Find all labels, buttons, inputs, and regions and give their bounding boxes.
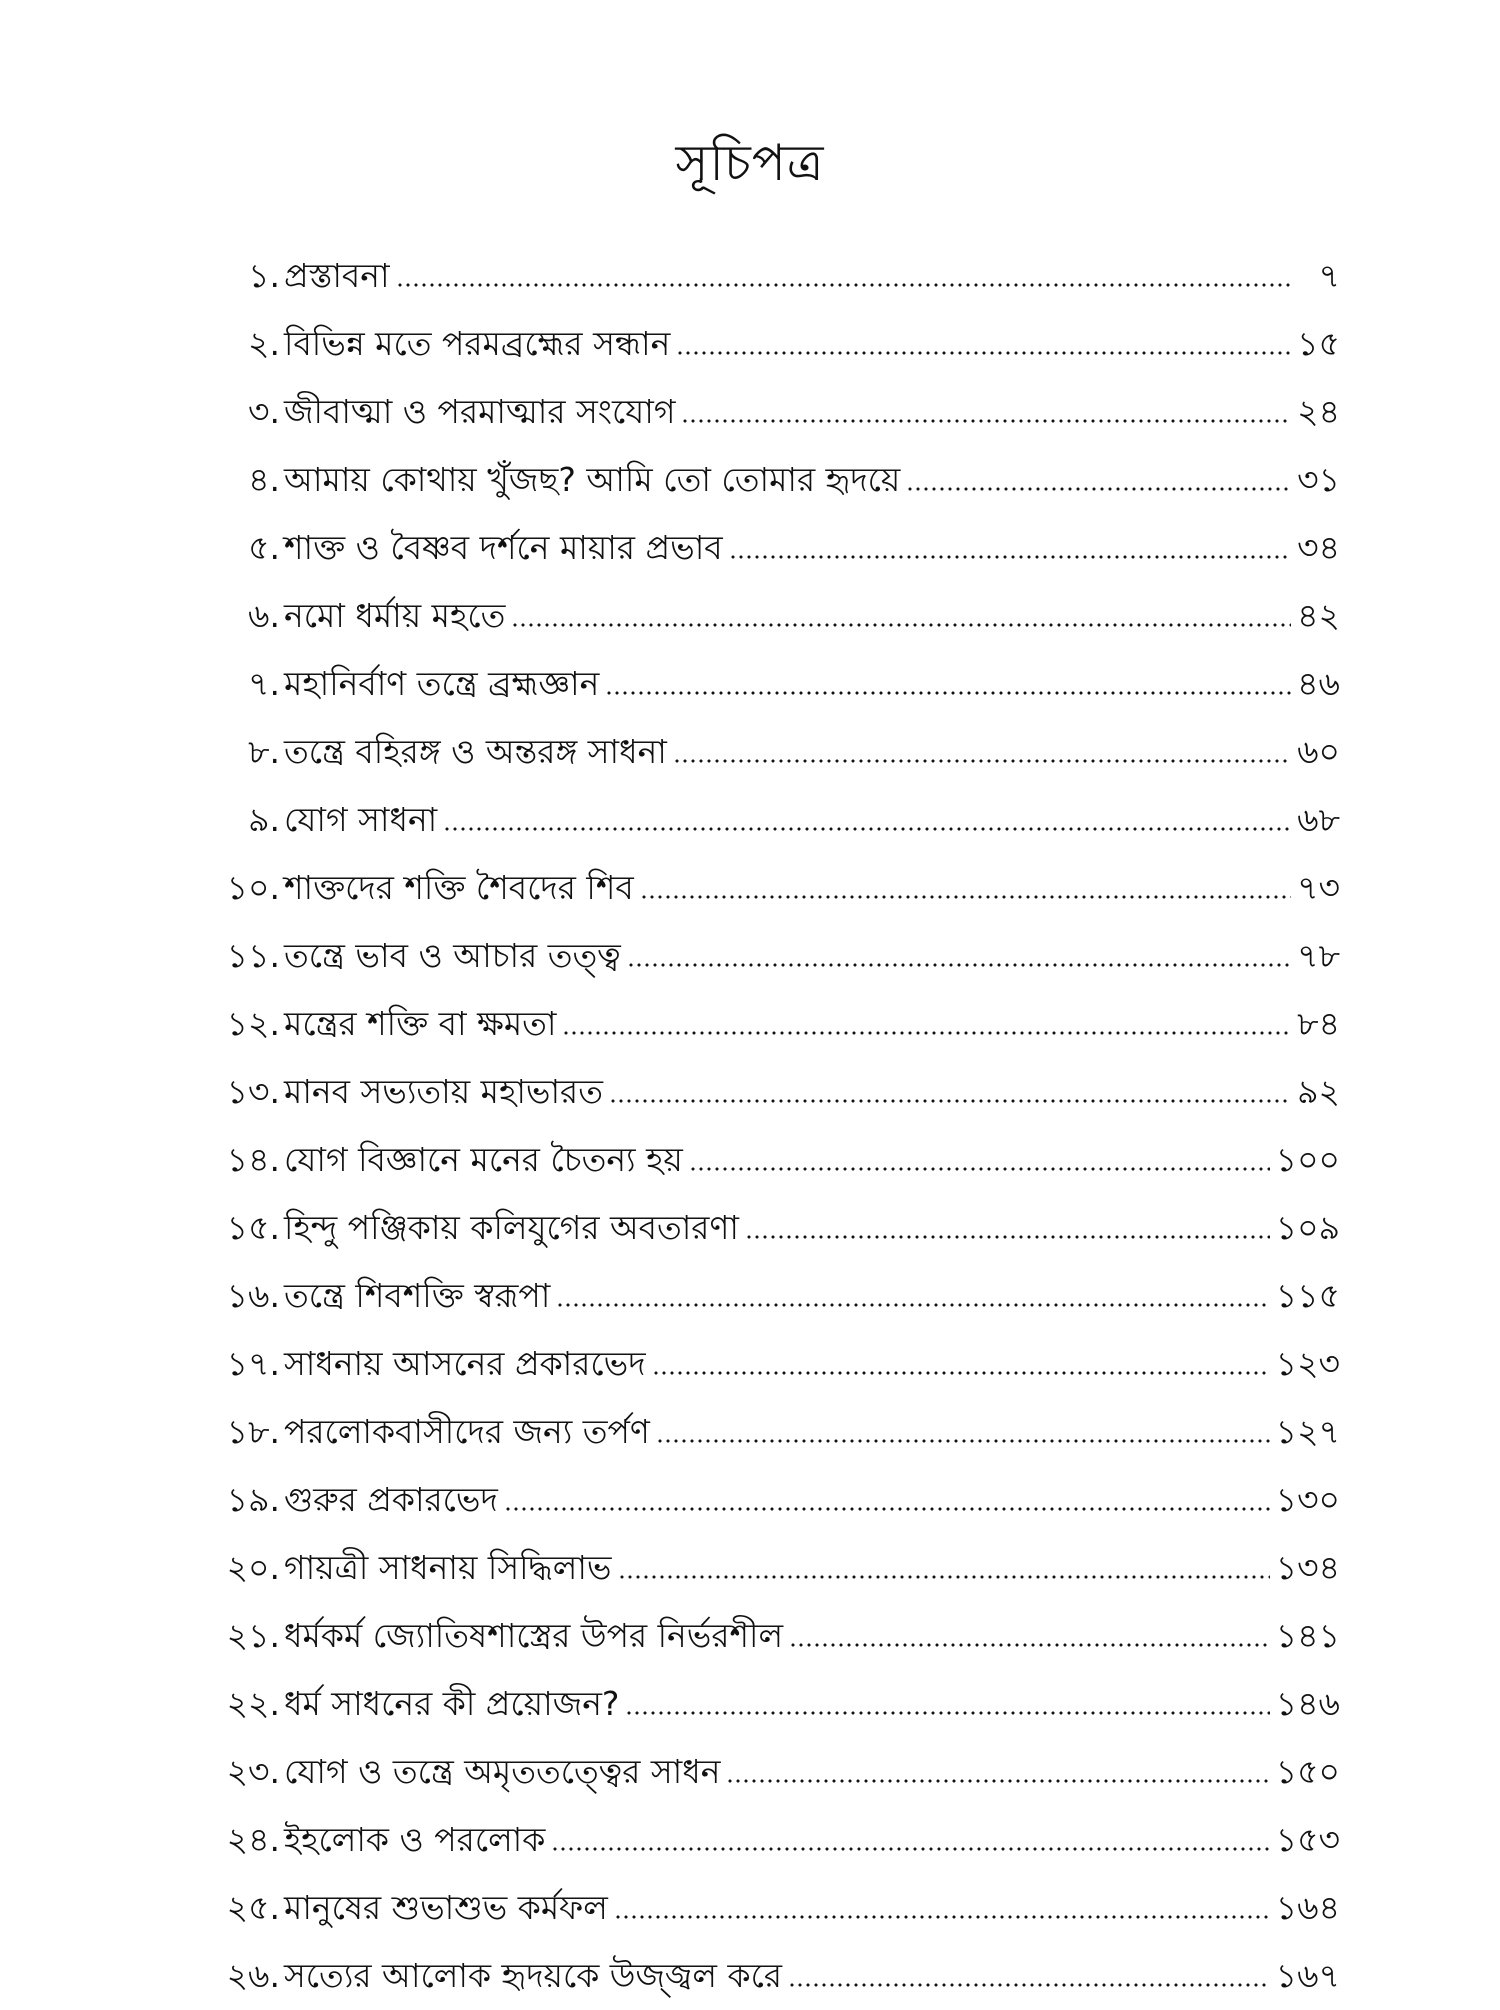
dot-leader: [443, 827, 1291, 831]
toc-entry-number: ১৬.: [226, 1276, 280, 1315]
toc-entry-title: নমো ধর্মায় মহতে: [284, 596, 506, 635]
dot-leader: [789, 1643, 1270, 1647]
toc-entry-number: ২৬.: [226, 1956, 280, 1995]
toc-entry-number: ১৫.: [226, 1208, 280, 1247]
toc-entry-title: ধর্মকর্ম জ্যোতিষশাস্ত্রের উপর নির্ভরশীল: [284, 1616, 784, 1655]
toc-entry-page-number: ৪২: [1297, 596, 1340, 635]
toc-entry-number: ১.: [248, 256, 280, 295]
toc-entry-page-number: ৮৪: [1297, 1004, 1340, 1043]
toc-entry-page-number: ১৫০: [1275, 1752, 1340, 1791]
toc-entry-page-number: ১২৩: [1275, 1344, 1340, 1383]
toc-entry-number: ৭.: [248, 664, 280, 703]
toc-entry: [200, 854, 1340, 922]
toc-entry: [200, 242, 1340, 310]
toc-entry-number: ১০.: [226, 868, 280, 907]
dot-leader: [618, 1575, 1270, 1579]
toc-entry-page-number: ১৩০: [1275, 1480, 1340, 1519]
toc-entry-title: যোগ সাধনা: [284, 800, 438, 839]
toc-entry-page-number: ১০০: [1275, 1140, 1340, 1179]
toc-entry-title: বিভিন্ন মতে পরমব্রহ্মের সন্ধান: [284, 324, 671, 363]
toc-entry-number: ১২.: [226, 1004, 280, 1043]
toc-entry-number: ২৩.: [226, 1752, 280, 1791]
toc-entry-number: ১৯.: [226, 1480, 280, 1519]
toc-entry: [200, 1670, 1340, 1738]
dot-leader: [614, 1915, 1270, 1919]
toc-entry-title: তন্ত্রে বহিরঙ্গ ও অন্তরঙ্গ সাধনা: [284, 732, 667, 771]
dot-leader: [729, 555, 1291, 559]
toc-entry-title: প্রস্তাবনা: [284, 256, 390, 295]
toc-entry-number: ২০.: [226, 1548, 280, 1587]
toc-entry-number: ১৮.: [226, 1412, 280, 1451]
dot-leader: [504, 1507, 1270, 1511]
dot-leader: [676, 351, 1291, 355]
toc-entry: [200, 1330, 1340, 1398]
toc-entry-page-number: ৯২: [1297, 1072, 1340, 1111]
toc-entry-title: মানব সভ্যতায় মহাভারত: [284, 1072, 603, 1111]
toc-entry-page-number: ১৩৪: [1275, 1548, 1340, 1587]
toc-entry: [200, 1806, 1340, 1874]
toc-entry-title: মন্ত্রের শক্তি বা ক্ষমতা: [284, 1004, 557, 1043]
toc-entry: [200, 990, 1340, 1058]
toc-entry: [200, 1602, 1340, 1670]
dot-leader: [656, 1439, 1270, 1443]
toc-entry: [200, 514, 1340, 582]
toc-entry-number: ৯.: [248, 800, 280, 839]
toc-entry-number: ৮.: [248, 732, 280, 771]
toc-entry: [200, 1534, 1340, 1602]
toc-entry-page-number: ২৪: [1297, 392, 1340, 431]
toc-entry-number: ১৩.: [226, 1072, 280, 1111]
dot-leader: [562, 1031, 1291, 1035]
toc-entry: [200, 1262, 1340, 1330]
toc-entry: [200, 1466, 1340, 1534]
toc-entry-page-number: ১৫: [1297, 324, 1340, 363]
dot-leader: [673, 759, 1291, 763]
toc-entry-number: ২৪.: [226, 1820, 280, 1859]
dot-leader: [556, 1303, 1269, 1307]
toc-entry: [200, 446, 1340, 514]
toc-entry-number: ১১.: [226, 936, 280, 975]
toc-entry-page-number: ১৪১: [1275, 1616, 1340, 1655]
toc-entry-page-number: ১০৯: [1275, 1208, 1340, 1247]
toc-entry-title: যোগ ও তন্ত্রে অমৃততত্ত্বের সাধন: [284, 1752, 721, 1791]
toc-entry: [200, 582, 1340, 650]
toc-entry-page-number: ১৪৬: [1275, 1684, 1340, 1723]
toc-entry-page-number: ১৫৩: [1275, 1820, 1340, 1859]
toc-entry-number: ১৪.: [226, 1140, 280, 1179]
dot-leader: [906, 487, 1291, 491]
dot-leader: [788, 1983, 1270, 1987]
toc-entry-title: ইহলোক ও পরলোক: [284, 1820, 546, 1859]
toc-entry-title: হিন্দু পঞ্জিকায় কলিযুগের অবতারণা: [284, 1208, 739, 1247]
toc-entry: [200, 1058, 1340, 1126]
toc-entry-page-number: ৭৩: [1297, 868, 1340, 907]
dot-leader: [627, 963, 1291, 967]
toc-entry-number: ৬.: [248, 596, 280, 635]
toc-entry: [200, 1874, 1340, 1942]
toc-entry-page-number: ৭৮: [1297, 936, 1340, 975]
toc-entry-page-number: ৩৪: [1297, 528, 1340, 567]
toc-entry: [200, 718, 1340, 786]
dot-leader: [745, 1235, 1270, 1239]
toc-entry-title: মানুষের শুভাশুভ কর্মফল: [284, 1888, 608, 1927]
toc-entry-page-number: ১২৭: [1275, 1412, 1340, 1451]
page-title: সূচিপত্র: [675, 134, 825, 192]
toc-entry-title: সাধনায় আসনের প্রকারভেদ: [284, 1344, 646, 1383]
toc-entry-title: আমায় কোথায় খুঁজছ? আমি তো তোমার হৃদয়ে: [284, 460, 901, 499]
toc-entry-number: ৩.: [248, 392, 280, 431]
toc-entry-number: ১৭.: [226, 1344, 280, 1383]
toc-entry-title: মহানির্বাণ তন্ত্রে ব্রহ্মজ্ঞান: [284, 664, 600, 703]
toc-entry-page-number: ৪৬: [1297, 664, 1340, 703]
toc-entry-title: পরলোকবাসীদের জন্য তর্পণ: [284, 1412, 650, 1451]
toc-entry-title: গুরুর প্রকারভেদ: [284, 1480, 498, 1519]
toc-entry-title: ধর্ম সাধনের কী প্রয়োজন?: [284, 1684, 620, 1723]
toc-entry: [200, 1126, 1340, 1194]
dot-leader: [396, 283, 1294, 287]
toc-entry-number: ৪.: [248, 460, 280, 499]
toc-entry-number: ২২.: [226, 1684, 280, 1723]
toc-entry-title: গায়ত্রী সাধনায় সিদ্ধিলাভ: [284, 1548, 612, 1587]
toc-entry-page-number: ১৬৭: [1275, 1956, 1340, 1995]
toc-entry: [200, 378, 1340, 446]
table-of-contents: [200, 242, 1340, 2010]
toc-entry-page-number: ৬০: [1297, 732, 1340, 771]
dot-leader: [625, 1711, 1269, 1715]
toc-entry-title: শাক্ত ও বৈষ্ণব দর্শনে মায়ার প্রভাব: [284, 528, 723, 567]
toc-entry-page-number: ৩১: [1297, 460, 1340, 499]
toc-entry-title: যোগ বিজ্ঞানে মনের চৈতন্য হয়: [284, 1140, 683, 1179]
toc-entry: [200, 786, 1340, 854]
toc-entry-number: ২৫.: [226, 1888, 280, 1927]
dot-leader: [640, 895, 1291, 899]
dot-leader: [511, 623, 1291, 627]
toc-entry: [200, 1194, 1340, 1262]
toc-entry-page-number: ১৬৪: [1275, 1888, 1340, 1927]
dot-leader: [726, 1779, 1269, 1783]
toc-entry-title: সত্যের আলোক হৃদয়কে উজ্জ্বল করে: [284, 1956, 782, 1995]
toc-entry-page-number: ১১৫: [1275, 1276, 1340, 1315]
dot-leader: [681, 419, 1291, 423]
toc-entry: [200, 310, 1340, 378]
toc-entry-title: তন্ত্রে ভাব ও আচার তত্ত্ব: [284, 936, 621, 975]
dot-leader: [652, 1371, 1270, 1375]
toc-entry: [200, 922, 1340, 990]
toc-entry: [200, 650, 1340, 718]
dot-leader: [609, 1099, 1291, 1103]
toc-entry-number: ২.: [248, 324, 280, 363]
toc-entry-page-number: ৬৮: [1297, 800, 1340, 839]
toc-entry-title: তন্ত্রে শিবশক্তি স্বরূপা: [284, 1276, 551, 1315]
toc-entry: [200, 1738, 1340, 1806]
toc-entry-title: শাক্তদের শক্তি শৈবদের শিব: [284, 868, 634, 907]
dot-leader: [689, 1167, 1270, 1171]
toc-entry-number: ২১.: [226, 1616, 280, 1655]
toc-entry: [200, 1398, 1340, 1466]
toc-entry-title: জীবাত্মা ও পরমাত্মার সংযোগ: [284, 392, 676, 431]
dot-leader: [551, 1847, 1269, 1851]
dot-leader: [605, 691, 1291, 695]
toc-entry-page-number: ৭: [1318, 256, 1340, 295]
toc-entry-number: ৫.: [248, 528, 280, 567]
